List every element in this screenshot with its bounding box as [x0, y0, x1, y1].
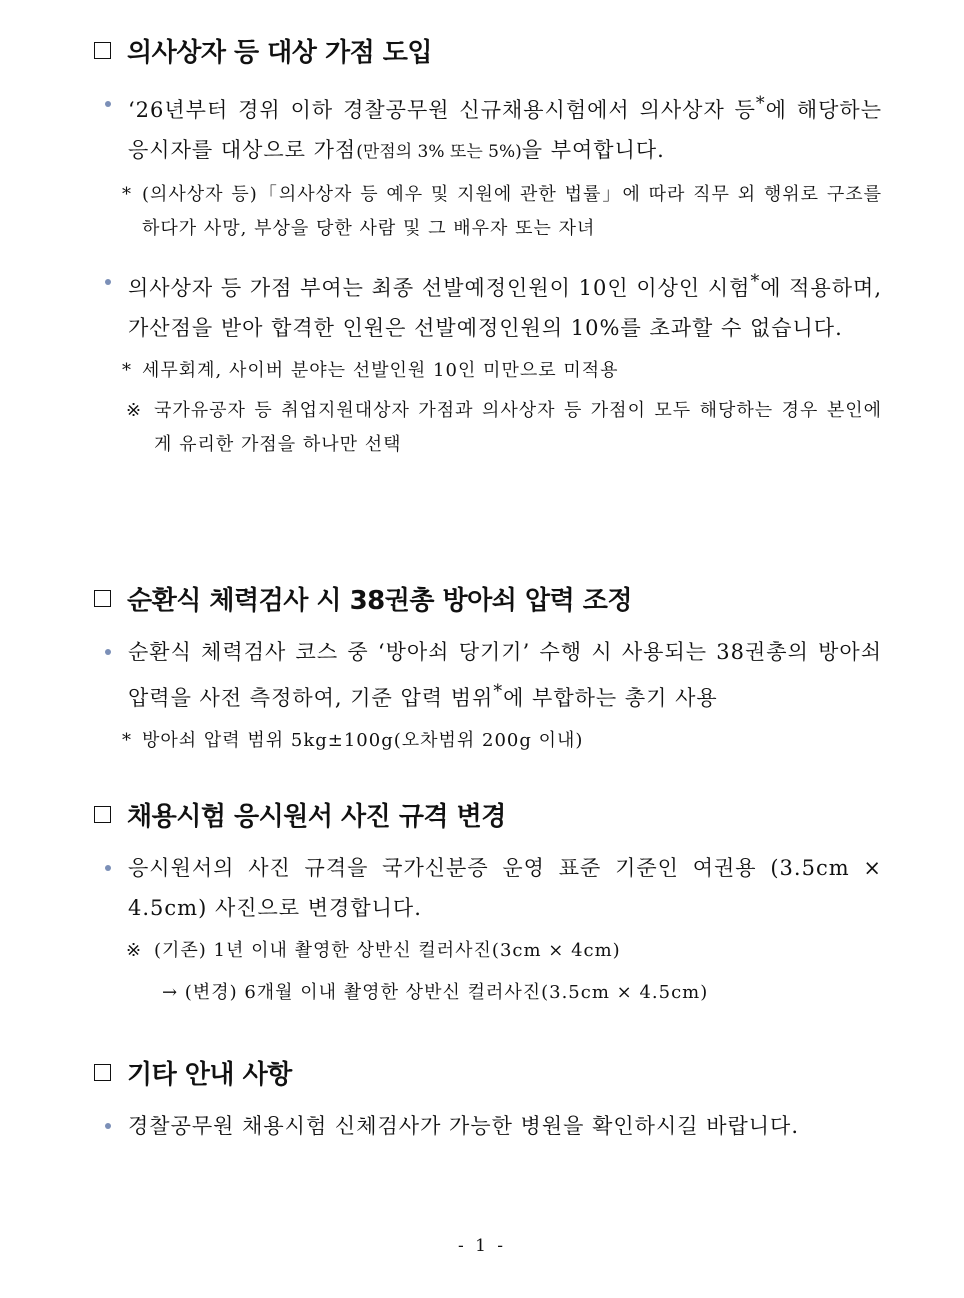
reference-note: ※ 국가유공자 등 취업지원대상자 가점과 의사상자 등 가점이 모두 해당하는 경우 본인에게 유리한 가점을 하나만 선택 [92, 394, 882, 462]
bullet-item: ‘26년부터 경위 이하 경찰공무원 신규채용시험에서 의사상자 등*에 해당하는 응시자를 대상으로 가점(만점의 3% 또는 5%)을 부여합니다. [92, 84, 882, 172]
reference-note: ※ (기존) 1년 이내 촬영한 상반신 컬러사진(3cm × 4cm) [92, 934, 882, 968]
asterisk-mark: * [122, 730, 132, 751]
footnote: * 세무회계, 사이버 분야는 선발인원 10인 미만으로 미적용 [92, 354, 882, 388]
bullet-dot-icon [105, 1123, 111, 1129]
section-trigger-pressure [92, 578, 882, 758]
section-photo-spec [92, 794, 882, 1010]
checkbox-square-icon [94, 806, 111, 823]
section-merit-points [92, 30, 882, 462]
section-heading: 순환식 체력검사 시 38권총 방아쇠 압력 조정 [92, 578, 882, 618]
asterisk-mark: * [122, 184, 132, 205]
bullet-item: 경찰공무원 채용시험 신체검사가 가능한 병원을 확인하시길 바랍니다. [92, 1106, 882, 1146]
checkbox-square-icon [94, 1064, 111, 1081]
footnote: * (의사상자 등)「의사상자 등 예우 및 지원에 관한 법률」에 따라 직무 외 행위로 구조를 하다가 사망, 부상을 당한 사람 및 그 배우자 또는 자녀 [92, 178, 882, 246]
checkbox-square-icon [94, 42, 111, 59]
page-number: - 1 - [457, 1236, 507, 1256]
change-note: → (변경) 6개월 이내 촬영한 상반신 컬러사진(3.5cm × 4.5cm) [162, 982, 709, 1003]
section-heading: 기타 안내 사항 [92, 1052, 882, 1092]
footnote: * 방아쇠 압력 범위 5kg±100g(오차범위 200g 이내) [92, 724, 882, 758]
bullet-dot-icon [105, 101, 111, 107]
bullet-item: 순환식 체력검사 코스 중 ‘방아쇠 당기기’ 수행 시 사용되는 38권총의 방아쇠 압력을 사전 측정하여, 기준 압력 범위*에 부합하는 총기 사용 [92, 632, 882, 718]
bullet-item: 의사상자 등 가점 부여는 최종 선발예정인원이 10인 이상인 시험*에 적용하며, 가산점을 받아 합격한 인원은 선발예정인원의 10%를 초과할 수 없습니다. [92, 262, 882, 348]
reference-mark: ※ [126, 400, 143, 421]
bullet-dot-icon [105, 649, 111, 655]
bullet-item: 응시원서의 사진 규격을 국가신분증 운영 표준 기준인 여권용 (3.5cm × 4.5cm) 사진으로 변경합니다. [92, 848, 882, 928]
asterisk-mark: * [122, 360, 132, 381]
section-heading: 의사상자 등 대상 가점 도입 [92, 30, 882, 70]
section-heading: 채용시험 응시원서 사진 규격 변경 [92, 794, 882, 834]
bullet-dot-icon [105, 865, 111, 871]
section-other-info [92, 1052, 882, 1146]
reference-mark: ※ [126, 940, 143, 961]
checkbox-square-icon [94, 590, 111, 607]
bullet-dot-icon [105, 279, 111, 285]
